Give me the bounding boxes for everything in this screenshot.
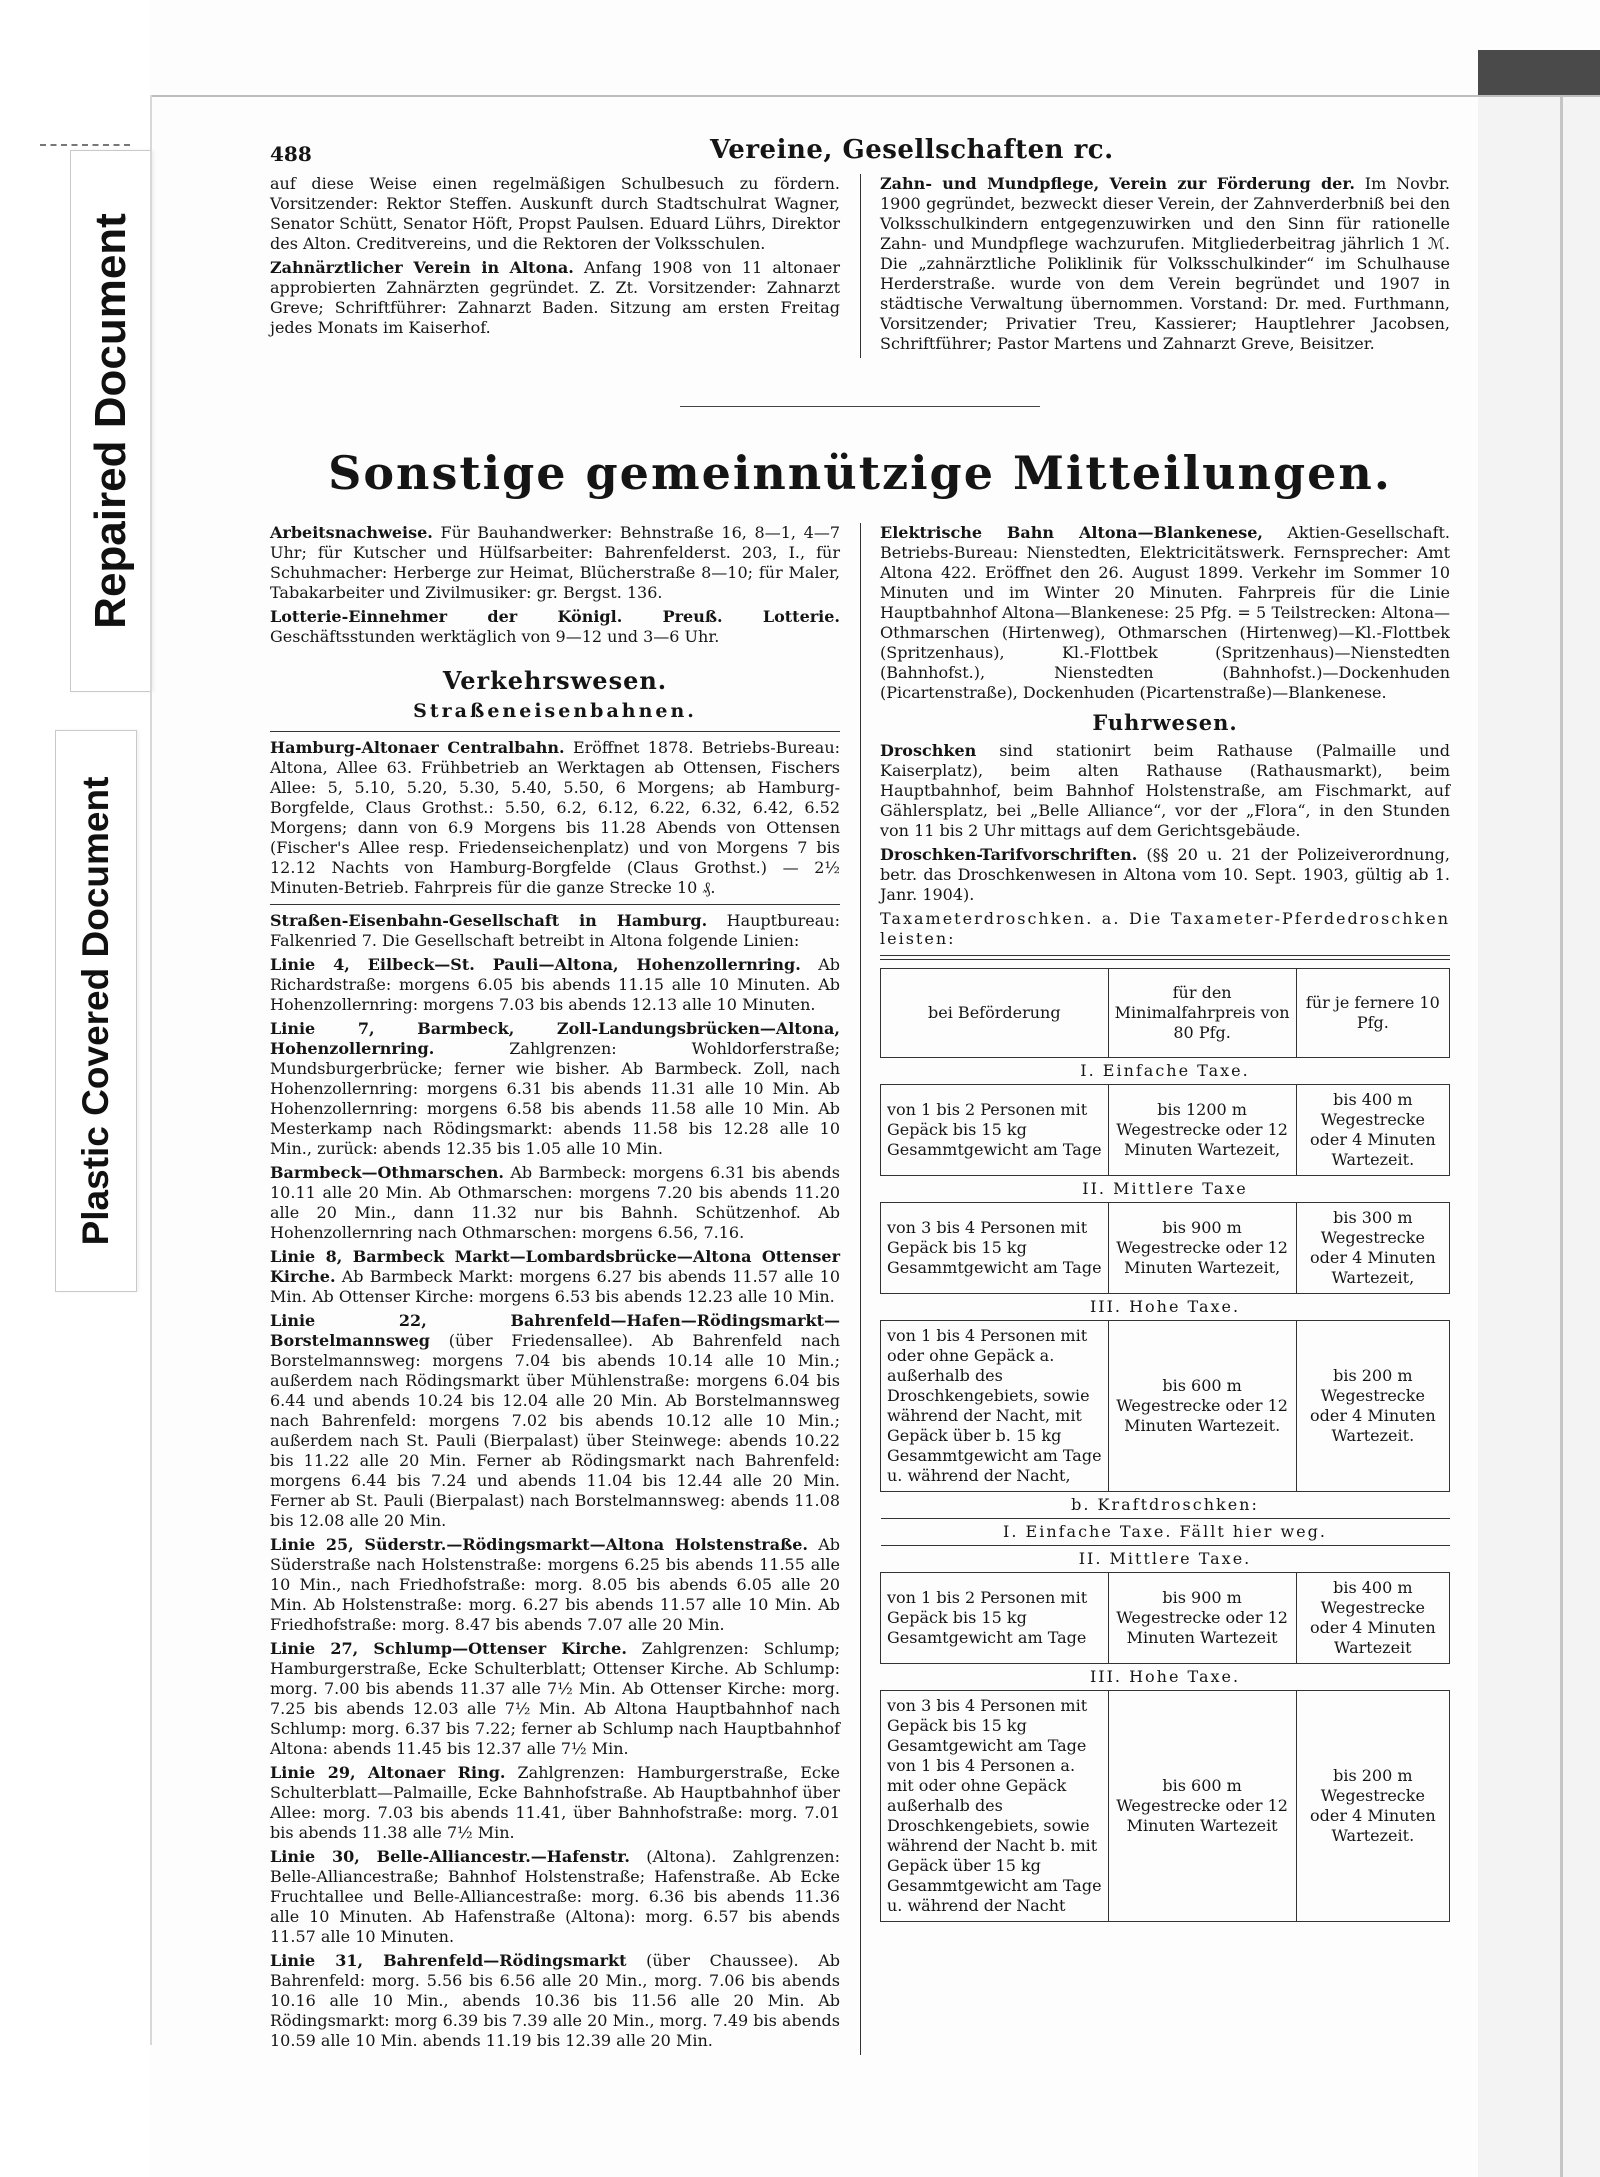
page-header: [270, 135, 1450, 174]
lotterie-title: Lotterie-Einnehmer der Königl. Preuß. Lotterie.: [270, 607, 840, 626]
table-cell: bis 600 m Wegestrecke oder 12 Minuten Wartezeit.: [1108, 1321, 1296, 1492]
table-cell: bis 400 m Wegestrecke oder 4 Minuten Wartezeit: [1296, 1573, 1449, 1664]
top-left-column: [270, 174, 840, 358]
verkehrswesen-heading: Verkehrswesen.: [442, 666, 668, 695]
line-title: Linie 8, Barmbeck Markt—Lombardsbrücke—Altona Ottenser Kirche.: [270, 1247, 840, 1286]
line-paragraph: [270, 911, 840, 951]
zahnaerztlicher-verein-paragraph: [270, 258, 840, 338]
line-text: (über Chaussee). Ab Bahrenfeld: morg. 5.56 bis 6.56 alle 20 Min., morg. 7.06 bis abends 10.16 alle 10 Min., abends 10.36 bis 11.56 alle 20 Min. Ab Rödingsmarkt: morg 6.39 bis 7.39 alle 20 Min., morg. 7.49 bis abends 10.59 alle 10 Min. abends 11.19 bis 12.39 alle 20 Min.: [270, 1951, 841, 2050]
lotterie-text: Geschäftsstunden werktäglich von 9—12 und 3—6 Uhr.: [270, 627, 720, 646]
line-paragraph: [270, 1951, 840, 2051]
zahnaerztlicher-verein-title: Zahnärztlicher Verein in Altona.: [270, 258, 574, 277]
kraftdroschken-label: b. Kraftdroschken:: [881, 1492, 1450, 1519]
tariff-class-label: I. Einfache Taxe.: [881, 1058, 1450, 1085]
line-text: (über Friedensallee). Ab Bahrenfeld nach Borstelmannsweg: morgens 7.04 bis abends 10.14 alle 10 Min.; außerdem nach Rödingsmarkt über Mühlenstraße: morgens 6.04 bis 6.44 und abends 10.24 bis 12.04 alle 20 Min. Ab Borstelmannsweg nach Bahrenfeld: morgens 7.02 bis abends 10.12 alle 10 Min.; außerdem nach St. Pauli (Bierpalast) über Steinwege: abends 10.22 bis 11.22 alle 20 Min. Ferner ab Rödingsmarkt nach Bahrenfeld: morgens 6.44 bis 7.24 und abends 11.04 bis 12.44 alle 20 Min. Ferner ab St. Pauli (Bierpalast) nach Borstelmannsweg: abends 11.08 bis 12.08 alle 20 Min.: [270, 1331, 840, 1530]
line-text: Zahlgrenzen: Schlump; Hamburgerstraße, Ecke Schulterblatt; Ottenser Kirche. Ab Schlump: morg. 7.00 bis abends 11.37 alle 7½ Min. Ab Ottenser Kirche: morg. 7.25 bis abends 12.03 alle 7½ Min. Ab Altona Hauptbahnhof nach Schlump: morg. 6.37 bis 7.22; ferner ab Schlump nach Hauptbahnhof Altona: abends 11.45 bis 12.37 alle 7½ Min.: [270, 1639, 840, 1758]
line-text: Ab Barmbeck Markt: morgens 6.27 bis abends 11.57 alle 10 Min. Ab Ottenser Kirche: morgens 6.53 bis abends 12.23 alle 10 Min.: [270, 1267, 840, 1306]
fuhrwesen-heading: Fuhrwesen.: [1092, 710, 1238, 735]
table-cell: bis 600 m Wegestrecke oder 12 Minuten Wartezeit: [1108, 1691, 1296, 1922]
table-header: für je fernere 10 Pfg.: [1296, 969, 1449, 1058]
book-page: [270, 135, 1451, 2055]
table-cell: bis 900 m Wegestrecke oder 12 Minuten Wartezeit,: [1108, 1203, 1296, 1294]
table-cell: bis 400 m Wegestrecke oder 4 Minuten Wartezeit.: [1296, 1085, 1449, 1176]
taxameter-line: Taxameterdroschken. a. Die Taxameter-Pferdedroschken leisten:: [880, 909, 1450, 948]
section-title: Sonstige gemeinnützige Mitteilungen.: [328, 446, 1392, 500]
table-cell: von 3 bis 4 Personen mit Gepäck bis 15 kg Gesammtgewicht am Tage: [881, 1203, 1109, 1294]
tariff-class-label: III. Hohe Taxe.: [881, 1664, 1450, 1691]
line-title: Linie 29, Altonaer Ring.: [270, 1763, 506, 1782]
tarif-title: Droschken-Tarifvorschriften.: [880, 845, 1138, 864]
line-text: (Altona). Zahlgrenzen: Belle-Alliancestraße; Bahnhof Holstenstraße; Hafenstraße. Ab Ecke Fruchtallee und Belle-Alliancestraße: morg. 6.36 bis abends 11.36 alle 10 Minuten. Ab Hafenstraße (Altona): morg. 6.57 bis abends 11.57 alle 10 Minuten.: [270, 1847, 840, 1946]
line-paragraph: [270, 1311, 840, 1531]
tariff-class-row: [881, 1546, 1450, 1573]
line-paragraph: [270, 1847, 840, 1947]
droschken-title: Droschken: [880, 741, 977, 760]
line-paragraph: [270, 1535, 840, 1635]
tarif-paragraph: [880, 845, 1450, 905]
section-rule: [680, 406, 1040, 407]
table-cell: bis 300 m Wegestrecke oder 4 Minuten Wartezeit,: [1296, 1203, 1449, 1294]
line-text: Eröffnet 1878. Betriebs-Bureau: Altona, Allee 63. Frühbetrieb an Werktagen ab Ottensen, Fischers Allee: 5, 5.10, 5.20, 5.30, 5.40, 5.50, 6 Morgens; ab Hamburg-Borgfelde, Claus Grothst.: 5.50, 6.2, 6.12, 6.22, 6.32, 6.42, 6.52 Morgens; dann von 6.9 Morgens bis 11.28 Abends von Ottensen (Fischer's Allee resp. Friedenseichenplatz) und von Morgens 7 bis 12.12 Nachts von Hamburg-Borgfelde (Claus Grothst.) — 2½ Minuten-Betrieb. Fahrpreis für die ganze Strecke 10 ₰.: [270, 738, 841, 897]
table-row: [881, 1691, 1450, 1922]
elektrische-bahn-paragraph: [880, 523, 1450, 703]
main-left-column: [270, 523, 840, 2055]
line-paragraph: [270, 1763, 840, 1843]
archive-label-strip: [0, 0, 150, 2177]
arbeitsnachweise-paragraph: [270, 523, 840, 603]
zahnpflege-title: Zahn- und Mundpflege, Verein zur Förderung der.: [880, 174, 1355, 193]
line-title: Linie 22, Bahrenfeld—Hafen—Rödingsmarkt—Borstelmannsweg: [270, 1311, 840, 1350]
droschken-text: sind stationirt beim Rathause (Palmaille und Kaiserplatz), beim alten Rathause (Rathausmarkt), beim Hauptbahnhof, beim Bahnhof Holstenstraße, am Fischmarkt, auf Gählersplatz, bei „Belle Alliance“, vor der „Flora“, in den Stunden von 11 bis 2 Uhr mittags auf dem Gerichtsgebäude.: [880, 741, 1451, 840]
tariff-class-row: [881, 1519, 1450, 1546]
table-cell: von 1 bis 2 Personen mit Gepäck bis 15 kg Gesamtgewicht am Tage: [881, 1573, 1109, 1664]
line-paragraph: [270, 1163, 840, 1243]
tariff-table: [880, 968, 1450, 1922]
table-top-rule: [880, 955, 1450, 960]
line-paragraph: [270, 1019, 840, 1159]
zahnaerztlicher-verein-text: Anfang 1908 von 11 altonaer approbierten Zahnärzten gegründet. Z. Zt. Vorsitzender: Zahnarzt Greve; Schriftführer: Zahnarzt Baden. Sitzung am ersten Freitag jedes Monats im Kaiserhof.: [270, 258, 840, 337]
paragraph-rule: [270, 904, 840, 905]
plastic-label-text: Plastic Covered Document: [75, 776, 116, 1246]
top-right-column: [880, 174, 1450, 358]
line-text: Zahlgrenzen: Hamburgerstraße, Ecke Schulterblatt—Palmaille, Ecke Bahnhofstraße. Ab Hauptbahnhof über Allee: morg. 7.03 bis abends 11.41, über Bahnhofstraße: morg. 7.01 bis abends 11.38 alle 7½ Min.: [270, 1763, 840, 1842]
elektrische-bahn-title: Elektrische Bahn Altona—Blankenese,: [880, 523, 1263, 542]
elektrische-bahn-text: Aktien-Gesellschaft. Betriebs-Bureau: Nienstedten, Elektricitätswerk. Fernsprecher: Amt Altona 422. Eröffnet den 26. August 1899. Verkehr im Sommer 10 Minuten und im Winter 20 Minuten. Fahrpreis für die Linie Hauptbahnhof Altona—Blankenese: 25 Pfg. = 5 Teilstrecken: Altona—Othmarschen (Hirtenweg), Othmarschen (Hirtenweg)—Kl.-Flottbek (Spritzenhaus), Kl.-Flottbek (Spritzenhaus)—Nienstedten (Bahnhofst.), Nienstedten (Bahnhofst.)—Dockenhuden (Picartenstraße), Dockenhuden (Picartenstraße)—Blankenese.: [880, 523, 1450, 702]
zahnpflege-text: Im Novbr. 1900 gegründet, bezweckt dieser Verein, der Zahnverderbniß bei den Volksschulkindern entgegenzuwirken und den Sinn für rationelle Zahn- und Mundpflege wachzurufen. Mitgliederbeitrag jährlich 1 ℳ. Die „zahnärztliche Poliklinik für Volksschulkinder“ im Schulhause Herderstraße. wurde von dem Verein begründet und 1907 in städtische Verwaltung übernommen. Vorstand: Dr. med. Furthmann, Vorsitzender; Privatier Treu, Kassierer; Hauptlehrer Jacobsen, Schriftführer; Pastor Martens und Zahnarzt Greve, Beisitzer.: [880, 174, 1450, 353]
tariff-class-label: II. Mittlere Taxe.: [881, 1546, 1450, 1573]
table-row: [881, 1085, 1450, 1176]
lotterie-paragraph: [270, 607, 840, 647]
zahnpflege-paragraph: [880, 174, 1450, 354]
arbeitsnachweise-title: Arbeitsnachweise.: [270, 523, 433, 542]
column-divider: [860, 523, 861, 2055]
table-cell: von 1 bis 4 Personen mit oder ohne Gepäck a. außerhalb des Droschkengebiets, sowie während der Nacht, mit Gepäck über b. 15 kg Gesammtgewicht am Tage u. während der Nacht,: [881, 1321, 1109, 1492]
line-paragraph: [270, 1639, 840, 1759]
line-title: Linie 30, Belle-Alliancestr.—Hafenstr.: [270, 1847, 630, 1866]
schulbesuch-paragraph: auf diese Weise einen regelmäßigen Schulbesuch zu fördern. Vorsitzender: Rektor Steffen. Auskunft durch Stadtschulrat Wagner, Senator Schütt, Senator Höft, Propst Paulsen. Eduard Lührs, Direktor des Alton. Creditvereins, und die Rektoren der Volksschulen.: [270, 174, 840, 253]
running-head: Vereine, Gesellschaften rc.: [710, 135, 1114, 165]
arbeitsnachweise-text: Für Bauhandwerker: Behnstraße 16, 8—1, 4—7 Uhr; für Kutscher und Hülfsarbeiter: Bahrenfelderst. 203, I., für Schuhmacher: Herberge zur Heimat, Blücherstraße 8—10; für Maler, Tabakarbeiter und Zivilmusiker: gr. Bergst. 136.: [270, 523, 840, 602]
top-columns: [270, 174, 1450, 358]
tariff-class-label: III. Hohe Taxe.: [881, 1294, 1450, 1321]
line-title: Linie 25, Süderstr.—Rödingsmarkt—Altona Holstenstraße.: [270, 1535, 808, 1554]
table-header-row: [881, 969, 1450, 1058]
line-title: Linie 27, Schlump—Ottenser Kirche.: [270, 1639, 627, 1658]
page-number: 488: [270, 142, 312, 166]
table-cell: bis 200 m Wegestrecke oder 4 Minuten Wartezeit.: [1296, 1321, 1449, 1492]
table-header: für den Minimalfahrpreis von 80 Pfg.: [1108, 969, 1296, 1058]
line-paragraph: [270, 738, 840, 898]
plastic-covered-label: [55, 730, 137, 1292]
column-divider: [860, 174, 861, 358]
line-text: Hauptbureau: Falkenried 7. Die Gesellschaft betreibt in Altona folgende Linien:: [270, 911, 840, 950]
scanner-right-strip: [1478, 50, 1600, 2177]
table-row: [881, 1573, 1450, 1664]
line-text: Ab Barmbeck: morgens 6.31 bis abends 10.11 alle 20 Min. Ab Othmarschen: morgens 7.20 bis abends 11.20 alle 20 Min., dann 11.32 nur bis Bahnh. Schützenhof. Ab Hohenzollernring nach Othmarschen: morgens 6.56, 7.16.: [270, 1163, 840, 1242]
strasseneisenbahnen-heading: Straßeneisenbahnen.: [413, 700, 697, 722]
cut-mark: [40, 144, 130, 146]
main-right-column: [880, 523, 1450, 2055]
line-title: Straßen-Eisenbahn-Gesellschaft in Hamburg.: [270, 911, 708, 930]
table-row: [881, 1203, 1450, 1294]
page-edge-left: [150, 95, 152, 2045]
table-header: bei Beförderung: [881, 969, 1109, 1058]
droschken-paragraph: [880, 741, 1450, 841]
tariff-class-row: [881, 1176, 1450, 1203]
line-text: Ab Richardstraße: morgens 6.05 bis abends 11.15 alle 10 Minuten. Ab Hohenzollernring: morgens 7.03 bis abends 12.13 alle 10 Minuten.: [270, 955, 840, 1014]
line-text: Zahlgrenzen: Wohldorferstraße; Mundsburgerbrücke; ferner wie bisher. Ab Barmbeck. Zoll, nach Hohenzollernring: morgens 6.31 bis abends 11.31 alle 10 Min. Ab Hohenzollernring: morgens 6.58 bis abends 11.58 alle 10 Min. Ab Mesterkamp nach Rödingsmarkt: abends 11.58 bis 12.28 alle 10 Min., zurück: abends 12.35 bis 1.05 alle 10 Min.: [270, 1039, 840, 1158]
kraftdroschken-row: [881, 1492, 1450, 1519]
table-cell: von 3 bis 4 Personen mit Gepäck bis 15 kg Gesamtgewicht am Tage von 1 bis 4 Personen a. mit oder ohne Gepäck außerhalb des Droschkengebiets, sowie während der Nacht b. mit Gepäck über 15 kg Gesammtgewicht am Tage u. während der Nacht: [881, 1691, 1109, 1922]
kraft-einfache-label: I. Einfache Taxe. Fällt hier weg.: [881, 1519, 1450, 1546]
tariff-class-row: [881, 1664, 1450, 1691]
line-title: Hamburg-Altonaer Centralbahn.: [270, 738, 565, 757]
table-cell: von 1 bis 2 Personen mit Gepäck bis 15 kg Gesammtgewicht am Tage: [881, 1085, 1109, 1176]
line-title: Linie 31, Bahrenfeld—Rödingsmarkt: [270, 1951, 627, 1970]
tarif-text: (§§ 20 u. 21 der Polizeiverordnung, betr. das Droschkenwesen in Altona vom 10. Sept. 1903, gültig ab 1. Janr. 1904).: [880, 845, 1451, 904]
scanner-dark-corner: [1478, 50, 1600, 96]
page-edge-top: [150, 95, 1600, 97]
tariff-class-label: II. Mittlere Taxe: [881, 1176, 1450, 1203]
tariff-class-row: [881, 1294, 1450, 1321]
line-text: Ab Süderstraße nach Holstenstraße: morgens 6.25 bis abends 11.55 alle 10 Min., nach Friedhofstraße: morg. 8.05 bis abends 6.05 alle 20 Min. Ab Holstenstraße: morg. 6.27 bis abends 11.57 alle 10 Min. Ab Friedhofstraße: morg. 8.47 bis abends 7.07 alle 20 Min.: [270, 1535, 840, 1634]
table-cell: bis 200 m Wegestrecke oder 4 Minuten Wartezeit.: [1296, 1691, 1449, 1922]
tariff-class-row: [881, 1058, 1450, 1085]
main-columns: [270, 523, 1450, 2055]
heading-rule: [270, 731, 840, 732]
line-paragraph: [270, 1247, 840, 1307]
table-cell: bis 1200 m Wegestrecke oder 12 Minuten Wartezeit,: [1108, 1085, 1296, 1176]
table-cell: bis 900 m Wegestrecke oder 12 Minuten Wartezeit: [1108, 1573, 1296, 1664]
line-title: Linie 4, Eilbeck—St. Pauli—Altona, Hohenzollernring.: [270, 955, 801, 974]
line-title: Barmbeck—Othmarschen.: [270, 1163, 504, 1182]
repaired-document-label: [70, 150, 152, 692]
repaired-label-text: Repaired Document: [86, 213, 135, 629]
line-paragraph: [270, 955, 840, 1015]
page-fold-line: [1560, 96, 1563, 2177]
line-title: Linie 7, Barmbeck, Zoll-Landungsbrücken—Altona, Hohenzollernring.: [270, 1019, 840, 1058]
table-row: [881, 1321, 1450, 1492]
